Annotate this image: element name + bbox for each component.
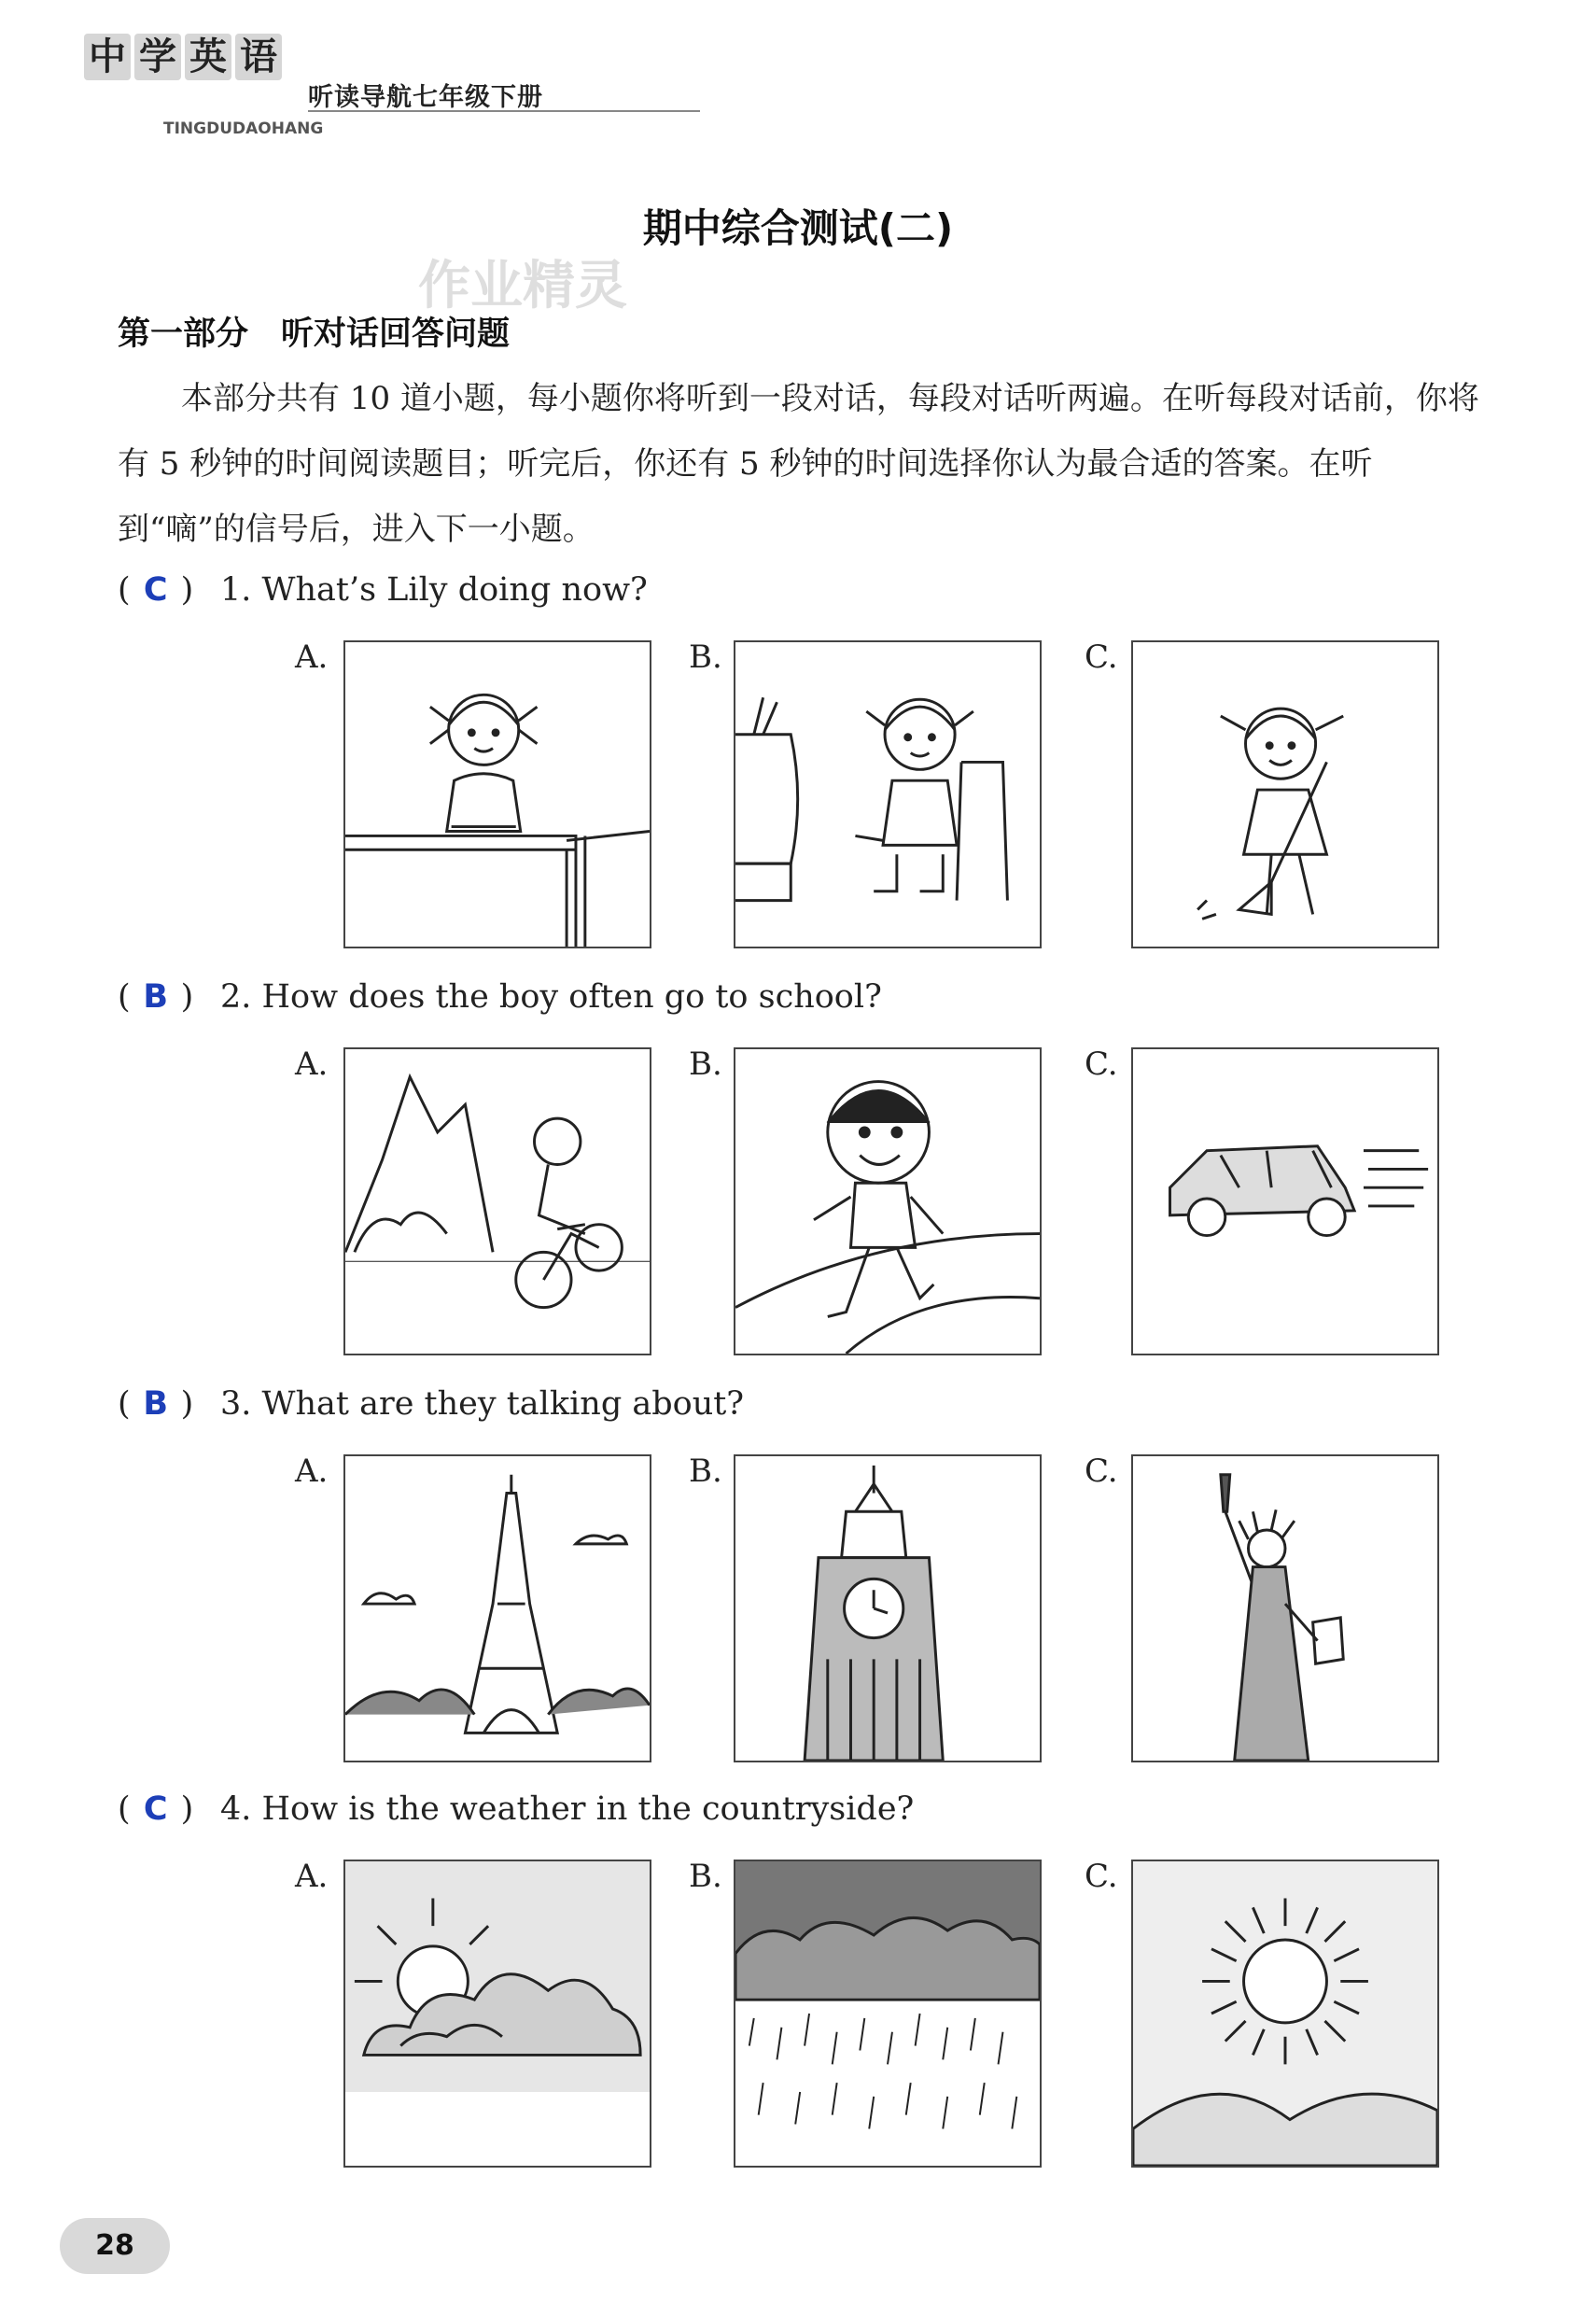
car-icon <box>1131 1047 1439 1355</box>
section-instructions: 本部分共有 10 道小题，每小题你将听到一段对话，每段对话听两遍。在听每段对话前，你将有 5 秒钟的时间阅读题目；听完后，你还有 5 秒钟的时间选择你认为最合适的答案。在听到“嘀”的信号后，进入下一小题。 <box>118 380 1479 548</box>
answer-bracket: ( C ) <box>118 571 194 609</box>
answer-bracket: ( C ) <box>118 1790 194 1828</box>
option-label: C. <box>1085 1858 1118 1895</box>
girl-sweeping-floor-icon <box>1131 640 1439 948</box>
option-label: A. <box>295 1453 329 1490</box>
page-number: 28 <box>60 2218 170 2274</box>
girl-reading-at-desk-icon <box>343 640 651 948</box>
answer-letter: C <box>143 571 168 609</box>
book-header <box>84 34 644 146</box>
section-heading: 第一部分 听对话回答问题 <box>118 316 511 353</box>
statue-of-liberty-icon <box>1131 1454 1439 1762</box>
option-label: A. <box>295 1046 329 1083</box>
sun-behind-clouds-icon <box>343 1860 651 2168</box>
answer-letter: B <box>143 978 168 1016</box>
option-label: C. <box>1085 639 1118 676</box>
answer-bracket: ( B ) <box>118 1385 194 1423</box>
watermark: 作业精灵 <box>418 256 627 316</box>
boy-walking-icon <box>734 1047 1042 1355</box>
answer-bracket: ( B ) <box>118 978 194 1016</box>
logo-char: 语 <box>235 34 282 80</box>
option-label: B. <box>689 1858 722 1895</box>
header-divider <box>308 110 700 112</box>
question-2 <box>118 978 882 1016</box>
rain-icon <box>734 1860 1042 2168</box>
question-text: 4. How is the weather in the countryside? <box>220 1790 915 1828</box>
option-label: C. <box>1085 1046 1118 1083</box>
boy-riding-bike-icon <box>343 1047 651 1355</box>
question-3 <box>118 1385 744 1423</box>
option-label: B. <box>689 1046 722 1083</box>
book-subtitle: 听读导航七年级下册 <box>308 83 543 112</box>
logo-char: 英 <box>185 34 231 80</box>
girl-watching-tv-icon <box>734 640 1042 948</box>
option-label: C. <box>1085 1453 1118 1490</box>
logo-char: 学 <box>134 34 181 80</box>
page-title: 期中综合测试(二) <box>642 205 954 251</box>
question-text: 2. How does the boy often go to school? <box>220 978 882 1016</box>
question-4 <box>118 1790 914 1828</box>
question-text: 1. What’s Lily doing now? <box>220 571 648 609</box>
logo-char: 中 <box>84 34 131 80</box>
option-label: B. <box>689 1453 722 1490</box>
sunny-icon <box>1131 1860 1439 2168</box>
option-label: B. <box>689 639 722 676</box>
answer-letter: C <box>143 1790 168 1828</box>
answer-letter: B <box>143 1385 168 1423</box>
book-logo <box>84 34 286 80</box>
option-label: A. <box>295 1858 329 1895</box>
option-label: A. <box>295 639 329 676</box>
eiffel-tower-icon <box>343 1454 651 1762</box>
book-pinyin: TINGDUDAOHANG <box>163 119 324 138</box>
question-text: 3. What are they talking about? <box>220 1385 745 1423</box>
question-1 <box>118 571 648 609</box>
big-ben-icon <box>734 1454 1042 1762</box>
